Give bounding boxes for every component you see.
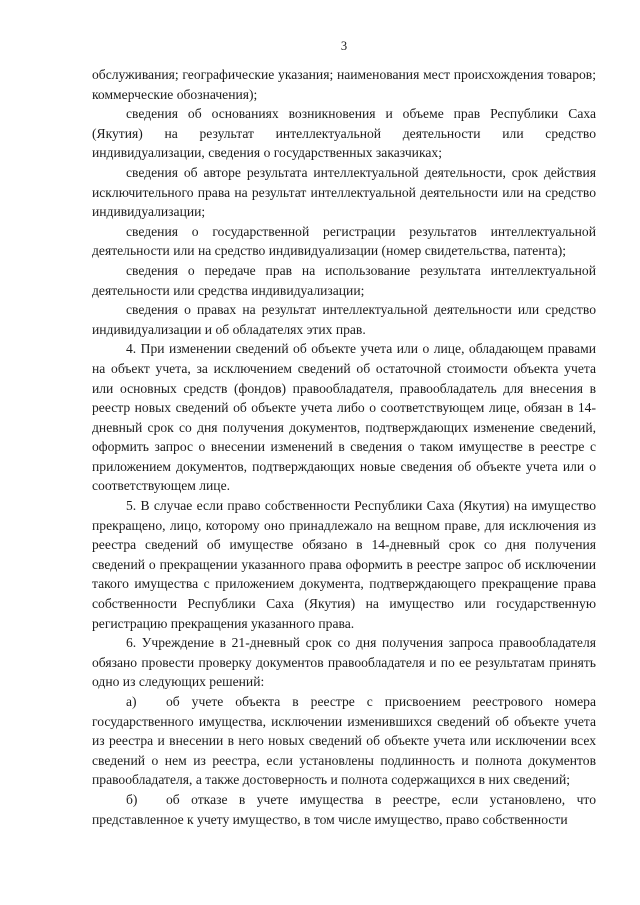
paragraph-clause-6: 6. Учреждение в 21-дневный срок со дня получения запроса правообладателя обязано провести проверку документов правообладателя и по ее результатам принять одно из следующих решений: [92,635,596,690]
paragraph-rights-transfer: сведения о передаче прав на использование результата интеллектуальной деятельности или средства индивидуализации; [92,262,596,298]
list-item-text: об отказе в учете имущества в реестре, если установлено, что представленное к учету имущество, в том числе имущество, право собственности [92,791,596,827]
paragraph-state-registration: сведения о государственной регистрации результатов интеллектуальной деятельности или на средство индивидуализации (номер свидетельства, патента); [92,223,596,259]
list-item-text: об учете объекта в реестре с присвоением реестрового номера государственного имущества, исключении изменившихся сведений об объекте учета из реестра и внесении в него новых сведений об объекте учета или исключении всех сведений о нем из реестра, если установлены подлинность и полнота документов правообладателя, а также достоверность и полнота содержащихся в них сведений; [92,694,596,788]
paragraph-clause-5: 5. В случае если право собственности Республики Саха (Якутия) на имущество прекращено, лицо, которому оно принадлежало на вещном праве, для исключения из реестра сведений об имуществе обязано в 14-дневный срок со дня получения сведений о прекращении указанного права оформить в реестре запрос об исключении такого имущества с приложением документа, подтверждающего прекращение права собственности Республики Саха (Якутия) на имущество или государственную регистрацию прекращения указанного права. [92,498,596,631]
paragraph-rights-basis: сведения об основаниях возникновения и объеме прав Республики Саха (Якутия) на результат интеллектуальной деятельности или средство индивидуализации, сведения о государственных заказчиках; [92,106,596,161]
paragraph-clause-4: 4. При изменении сведений об объекте учета или о лице, обладающем правами на объект учета, за исключением сведений об остаточной стоимости объекта учета или основных средств (фондов) правообладателя, правообладатель для внесения в реестр новых сведений об объекте учета либо о соответствующем лице, обязан в 14-дневный срок со дня получения документов, подтверждающих изменение сведений, оформить запрос о внесении изменений в сведения о таком имуществе в реестре с приложением документов, подтверждающих новые сведения об объекте учета или о соответствующем лице. [92,341,596,494]
list-marker: б) [126,791,138,807]
list-item [92,790,596,829]
page-number: 3 [340,39,348,53]
list-item [92,692,596,790]
paragraph-author-info: сведения об авторе результата интеллектуальной деятельности, срок действия исключительного права на результат интеллектуальной деятельности или на средство индивидуализации; [92,164,596,220]
list-marker: а) [126,694,137,709]
paragraph-continuation: обслуживания; географические указания; наименования мест происхождения товаров; коммерческие обозначения); [92,67,596,102]
paragraph-rights-holders: сведения о правах на результат интеллектуальной деятельности или средство индивидуализации и об обладателях этих прав. [92,302,596,337]
